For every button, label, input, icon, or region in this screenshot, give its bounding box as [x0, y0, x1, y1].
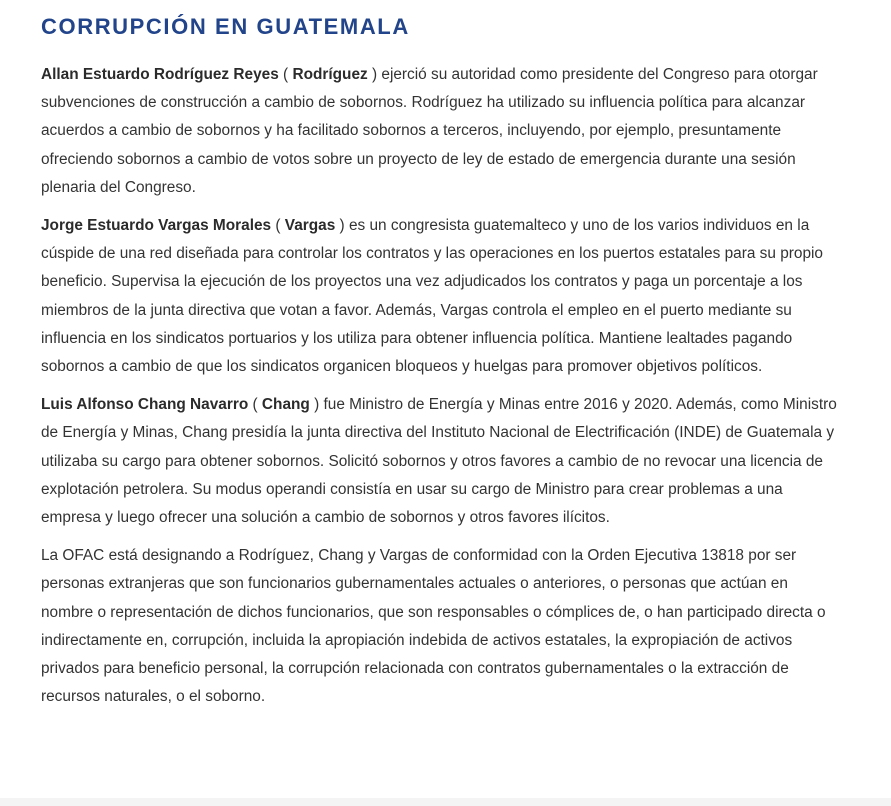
paragraph-rodriguez: Allan Estuardo Rodríguez Reyes ( Rodríguez ) ejerció su autoridad como presidente del Congreso para otorgar subvenciones de construcción a cambio de sobornos. Rodríguez ha utilizado su influencia política para alcanzar acuerdos a cambio de sobornos y ha facilitado sobornos a terceros, incluyendo, por ejemplo, presuntamente ofreciendo sobornos a cambio de votos sobre un proyecto de ley de estado de emergencia durante una sesión plenaria del Congreso. — [41, 66, 818, 196]
paragraph-ofac-designation: La OFAC está designando a Rodríguez, Chang y Vargas de conformidad con la Orden Ejecutiva 13818 por ser personas extranjeras que son funcionarios gubernamentales actuales o anteriores, o personas que actúan en nombre o representación de dichos funcionarios, que son responsables o cómplices de, o han participado directa o indirectamente en, corrupción, incluida la apropiación indebida de activos estatales, la expropiación de activos privados para beneficio personal, la corrupción relacionada con contratos gubernamentales o la extracción de recursos naturales, o el soborno. — [41, 547, 826, 706]
article-section — [41, 0, 837, 721]
person-name: Jorge Estuardo Vargas Morales — [41, 217, 272, 235]
person-alias: Vargas — [284, 217, 336, 235]
section-heading: CORRUPCIÓN EN GUATEMALA — [41, 14, 410, 39]
person-name: Luis Alfonso Chang Navarro — [41, 396, 249, 414]
paragraph-body: ejerció su autoridad como presidente del Congreso para otorgar subvenciones de construcción a cambio de sobornos. Rodríguez ha utilizado su influencia política para alcanzar acuerdos a cambio de sobornos y ha facilitado sobornos a terceros, incluyendo, por ejemplo, presuntamente ofreciendo sobornos a cambio de votos sobre un proyecto de ley de estado de emergencia durante una sesión plenaria del Congreso. — [41, 66, 818, 196]
paragraph-chang: Luis Alfonso Chang Navarro ( Chang ) fue Ministro de Energía y Minas entre 2016 y 2020. Además, como Ministro de Energía y Minas, Chang presidía la junta directiva del Instituto Nacional de Electrificación (INDE) de Guatemala y utilizaba su cargo para obtener sobornos. Solicitó sobornos y otros favores a cambio de no revocar una licencia de explotación petrolera. Su modus operandi consistía en usar su cargo de Ministro para crear problemas a una empresa y luego ofrecer una solución a cambio de sobornos y otros favores ilícitos. — [41, 396, 837, 527]
paragraph-vargas: Jorge Estuardo Vargas Morales ( Vargas ) es un congresista guatemalteco y uno de los varios individuos en la cúspide de una red diseñada para controlar los contratos y las operaciones en los puertos estatales para su propio beneficio. Supervisa la ejecución de los proyectos una vez adjudicados los contratos y paga un porcentaje a los miembros de la junta directiva que votan a favor. Además, Vargas controla el empleo en el puerto mediante su influencia en los sindicatos portuarios y los utiliza para obtener influencia política. Mantiene lealtades pagando sobornos a cambio de que los sindicatos organicen bloqueos y huelgas para promover objetivos políticos. — [41, 217, 823, 376]
person-alias: Rodríguez — [292, 66, 368, 83]
paragraph-body: fue Ministro de Energía y Minas entre 2016 y 2020. Además, como Ministro de Energía y Minas, Chang presidía la junta directiva del Instituto Nacional de Electrificación (INDE) de Guatemala y utilizaba su cargo para obtener sobornos. Solicitó sobornos y otros favores a cambio de no revocar una licencia de explotación petrolera. Su modus operandi consistía en usar su cargo de Ministro para crear problemas a una empresa y luego ofrecer una solución a cambio de sobornos y otros favores ilícitos. — [41, 396, 837, 527]
person-name: Allan Estuardo Rodríguez Reyes — [41, 66, 279, 83]
person-alias: Chang — [261, 396, 310, 414]
paragraph-body: es un congresista guatemalteco y uno de los varios individuos en la cúspide de una red diseñada para controlar los contratos y las operaciones en los puertos estatales para su propio beneficio. Supervisa la ejecución de los proyectos una vez adjudicados los contratos y paga un porcentaje a los miembros de la junta directiva que votan a favor. Además, Vargas controla el empleo en el puerto mediante su influencia en los sindicatos portuarios y los utiliza para obtener influencia política. Mantiene lealtades pagando sobornos a cambio de que los sindicatos organicen bloqueos y huelgas para promover objetivos políticos. — [41, 217, 823, 376]
footer-band — [0, 798, 891, 806]
